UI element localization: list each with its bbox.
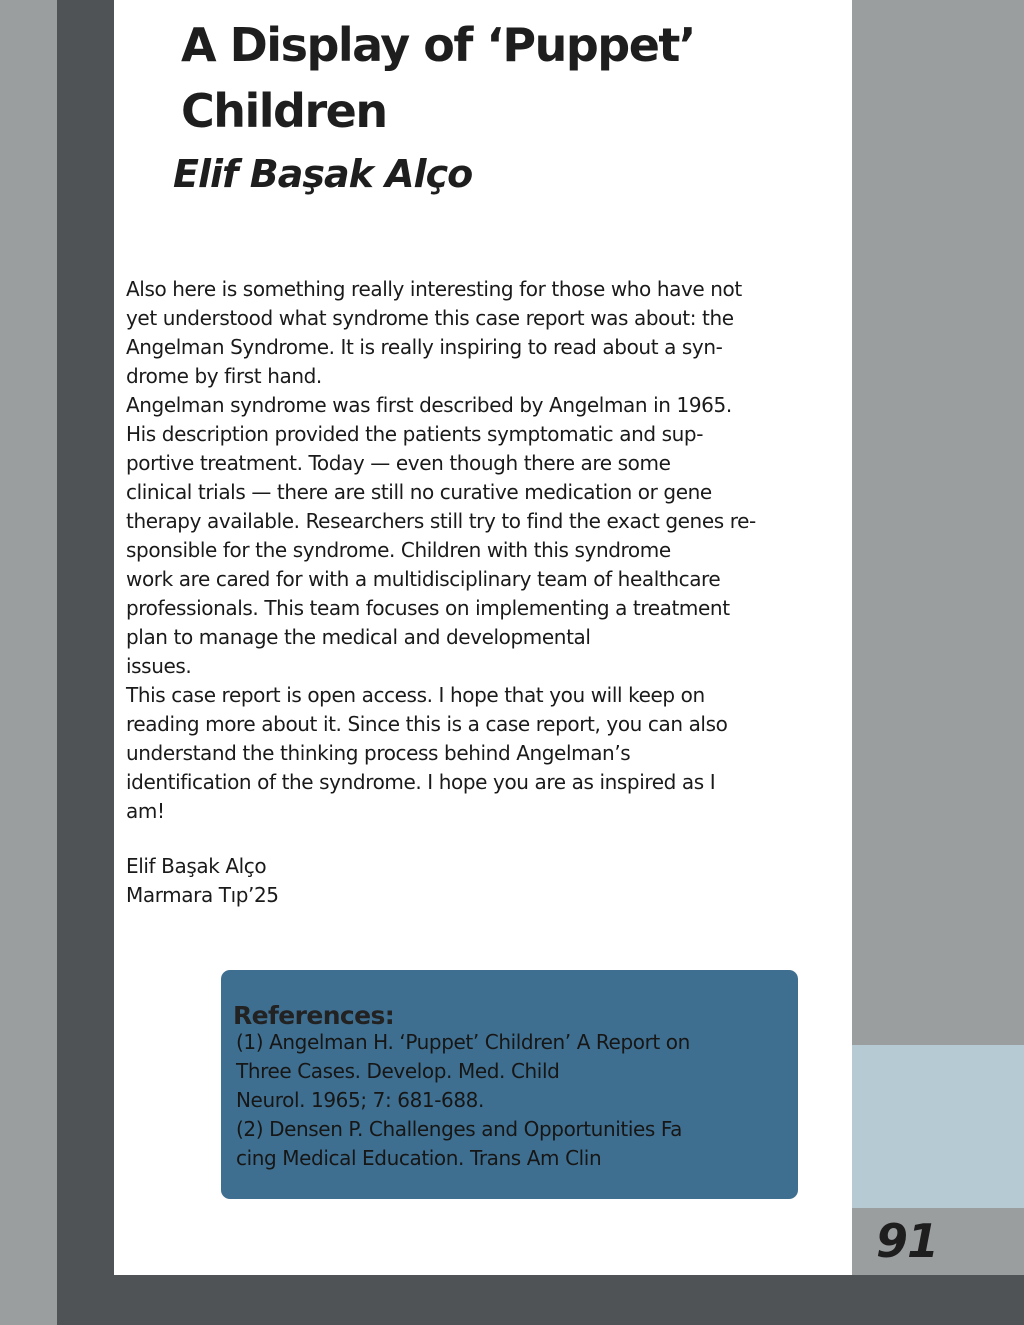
article-title-line-2: Children (181, 84, 387, 138)
article-page (114, 0, 852, 1275)
body-line: am! (126, 799, 165, 823)
right-margin-accent (852, 1045, 1024, 1208)
body-line: plan to manage the medical and developmental (126, 625, 591, 649)
body-line: yet understood what syndrome this case report was about: the (126, 306, 734, 330)
body-line: professionals. This team focuses on implementing a treatment (126, 596, 730, 620)
references-box (221, 970, 798, 1199)
reference-line: Neurol. 1965; 7: 681-688. (236, 1088, 484, 1112)
body-line: sponsible for the syndrome. Children with this syndrome (126, 538, 671, 562)
reference-line: cing Medical Education. Trans Am Clin (236, 1146, 602, 1170)
left-margin-dark (57, 0, 114, 1325)
article-title-line-1: A Display of ‘Puppet’ (181, 18, 695, 72)
body-line: drome by first hand. (126, 364, 322, 388)
left-margin-light (0, 0, 57, 1325)
page-number: 91 (876, 1214, 939, 1268)
reference-line: (2) Densen P. Challenges and Opportunities Fa (236, 1117, 682, 1141)
body-line: His description provided the patients symptomatic and sup- (126, 422, 704, 446)
reference-line: (1) Angelman H. ‘Puppet’ Children’ A Report on (236, 1030, 690, 1054)
bottom-margin-dark (57, 1275, 1024, 1325)
signature-affiliation: Marmara Tıp’25 (126, 883, 279, 907)
references-heading: References: (233, 1001, 395, 1030)
signature (126, 852, 279, 910)
signature-name: Elif Başak Alço (126, 854, 267, 878)
body-line: This case report is open access. I hope that you will keep on (126, 683, 705, 707)
body-line: therapy available. Researchers still try to find the exact genes re- (126, 509, 756, 533)
body-line: reading more about it. Since this is a case report, you can also (126, 712, 728, 736)
body-line: issues. (126, 654, 192, 678)
body-line: portive treatment. Today — even though there are some (126, 451, 671, 475)
reference-line: Three Cases. Develop. Med. Child (236, 1059, 560, 1083)
body-line: identification of the syndrome. I hope you are as inspired as I (126, 770, 716, 794)
body-line: Angelman Syndrome. It is really inspiring to read about a syn- (126, 335, 723, 359)
body-line: clinical trials — there are still no curative medication or gene (126, 480, 712, 504)
right-margin-gray (852, 0, 1024, 1045)
body-line: Angelman syndrome was first described by Angelman in 1965. (126, 393, 732, 417)
body-line: work are cared for with a multidisciplinary team of healthcare (126, 567, 721, 591)
body-line: Also here is something really interesting for those who have not (126, 277, 742, 301)
article-body (126, 275, 852, 826)
author-heading: Elif Başak Alço (173, 152, 473, 196)
article-title (181, 12, 821, 144)
body-line: understand the thinking process behind Angelman’s (126, 741, 631, 765)
